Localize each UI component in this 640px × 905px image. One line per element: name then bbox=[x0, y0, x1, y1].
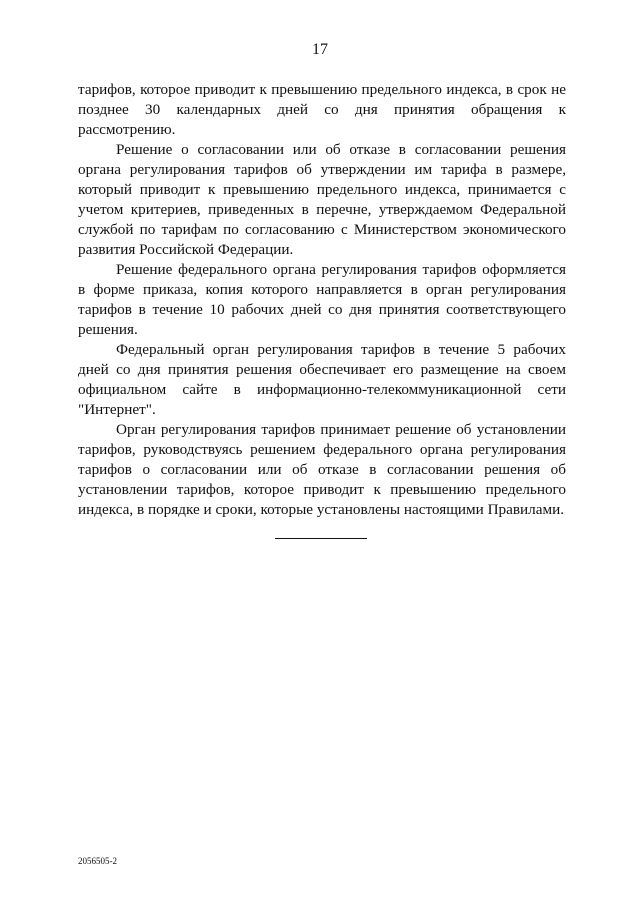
paragraph-2: Решение о согласовании или об отказе в согласовании решения органа регулирования тарифов об утверждении им тарифа в размере, который приводит к превышению предельного индекса, принимается с учетом критериев, приведенных в перечне, утверждаемом Федеральной службой по тарифам по согласованию с Министерством экономического развития Российской Федерации. bbox=[78, 141, 566, 258]
paragraph-5: Орган регулирования тарифов принимает решение об установлении тарифов, руководствуясь решением федерального органа регулирования тарифов о согласовании или об отказе в согласовании решения об установлении тарифов, которое приводит к превышению предельного индекса, в порядке и сроки, которые установлены настоящими Правилами. bbox=[78, 421, 566, 518]
page-number: 17 bbox=[312, 41, 328, 58]
paragraph-3: Решение федерального органа регулирования тарифов оформляется в форме приказа, копия которого направляется в орган регулирования тарифов в течение 10 рабочих дней со дня принятия соответствующего решения. bbox=[78, 261, 566, 338]
paragraph-4: Федеральный орган регулирования тарифов в течение 5 рабочих дней со дня принятия решения обеспечивает его размещение на своем официальном сайте в информационно-телекоммуникационной сети "Интернет". bbox=[78, 341, 566, 418]
document-id: 2056505-2 bbox=[78, 856, 117, 866]
end-divider-line bbox=[275, 538, 367, 539]
paragraph-1: тарифов, которое приводит к превышению предельного индекса, в срок не позднее 30 календарных дней со дня принятия обращения к рассмотрению. bbox=[78, 81, 566, 138]
document-body bbox=[78, 80, 566, 520]
